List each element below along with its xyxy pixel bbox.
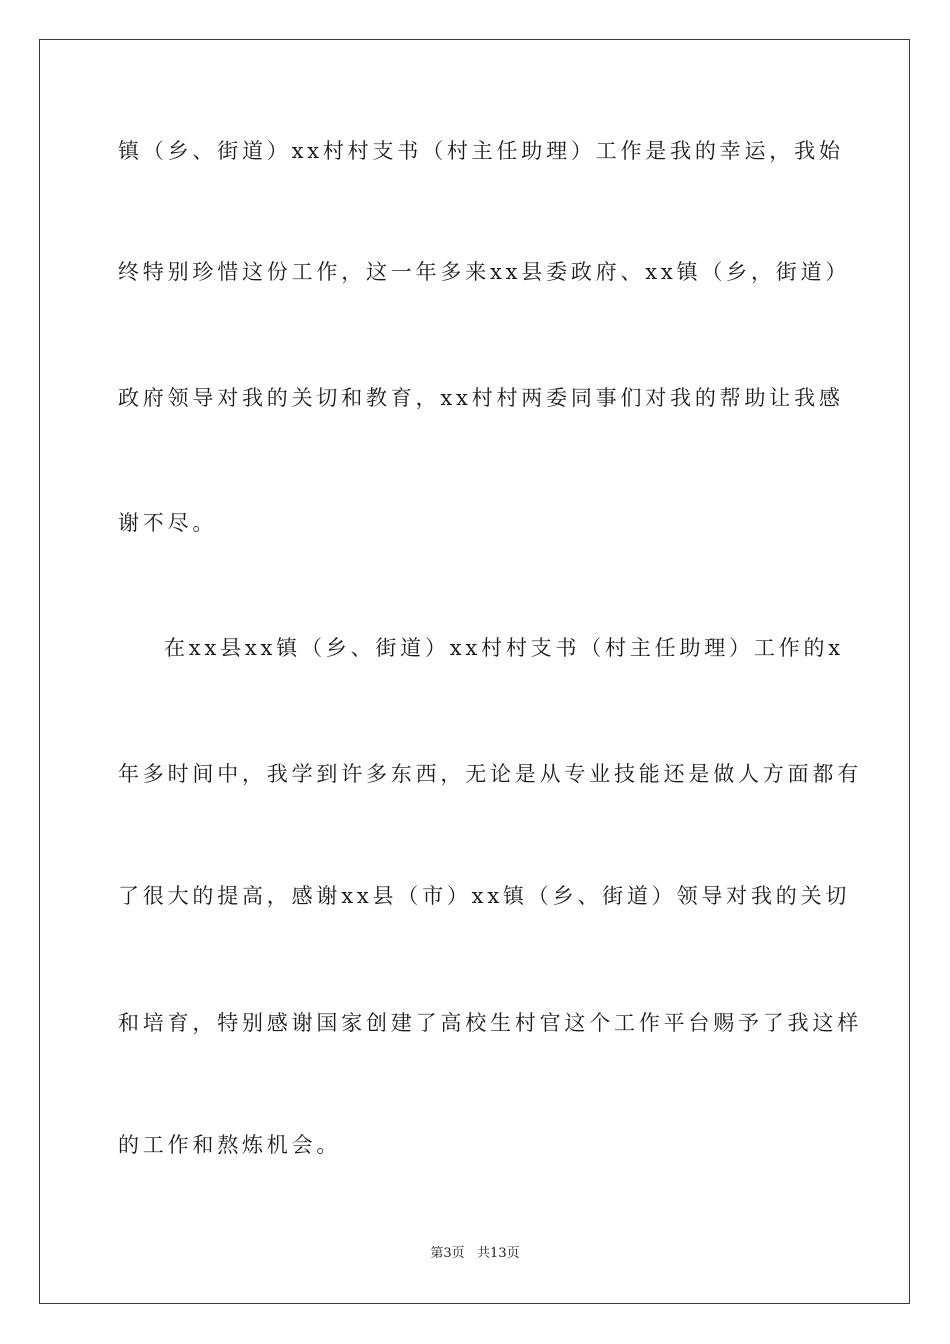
paragraph-1-line-3: 政府领导对我的关切和教育，xx村村两委同事们对我的帮助让我感 [118, 386, 844, 410]
paragraph-2-line-1: 在xx县xx镇（乡、街道）xx村村支书（村主任助理）工作的x [164, 636, 844, 660]
paragraph-2-line-3: 了很大的提高，感谢xx县（市）xx镇（乡、街道）领导对我的关切 [118, 884, 851, 908]
paragraph-2-line-4: 和培育，特别感谢国家创建了高校生村官这个工作平台赐予了我这样 [118, 1011, 862, 1035]
page-number-footer: 第3页 共13页 [430, 1246, 520, 1261]
page-border [39, 39, 910, 1304]
paragraph-1-line-4: 谢不尽。 [118, 511, 218, 535]
paragraph-2-line-2: 年多时间中，我学到许多东西，无论是从专业技能还是做人方面都有 [118, 762, 862, 786]
paragraph-1-line-2: 终特别珍惜这份工作，这一年多来xx县委政府、xx镇（乡，街道） [118, 260, 851, 284]
paragraph-1-line-1: 镇（乡、街道）xx村村支书（村主任助理）工作是我的幸运，我始 [118, 139, 844, 163]
paragraph-2-line-5: 的工作和熬炼机会。 [118, 1133, 342, 1157]
